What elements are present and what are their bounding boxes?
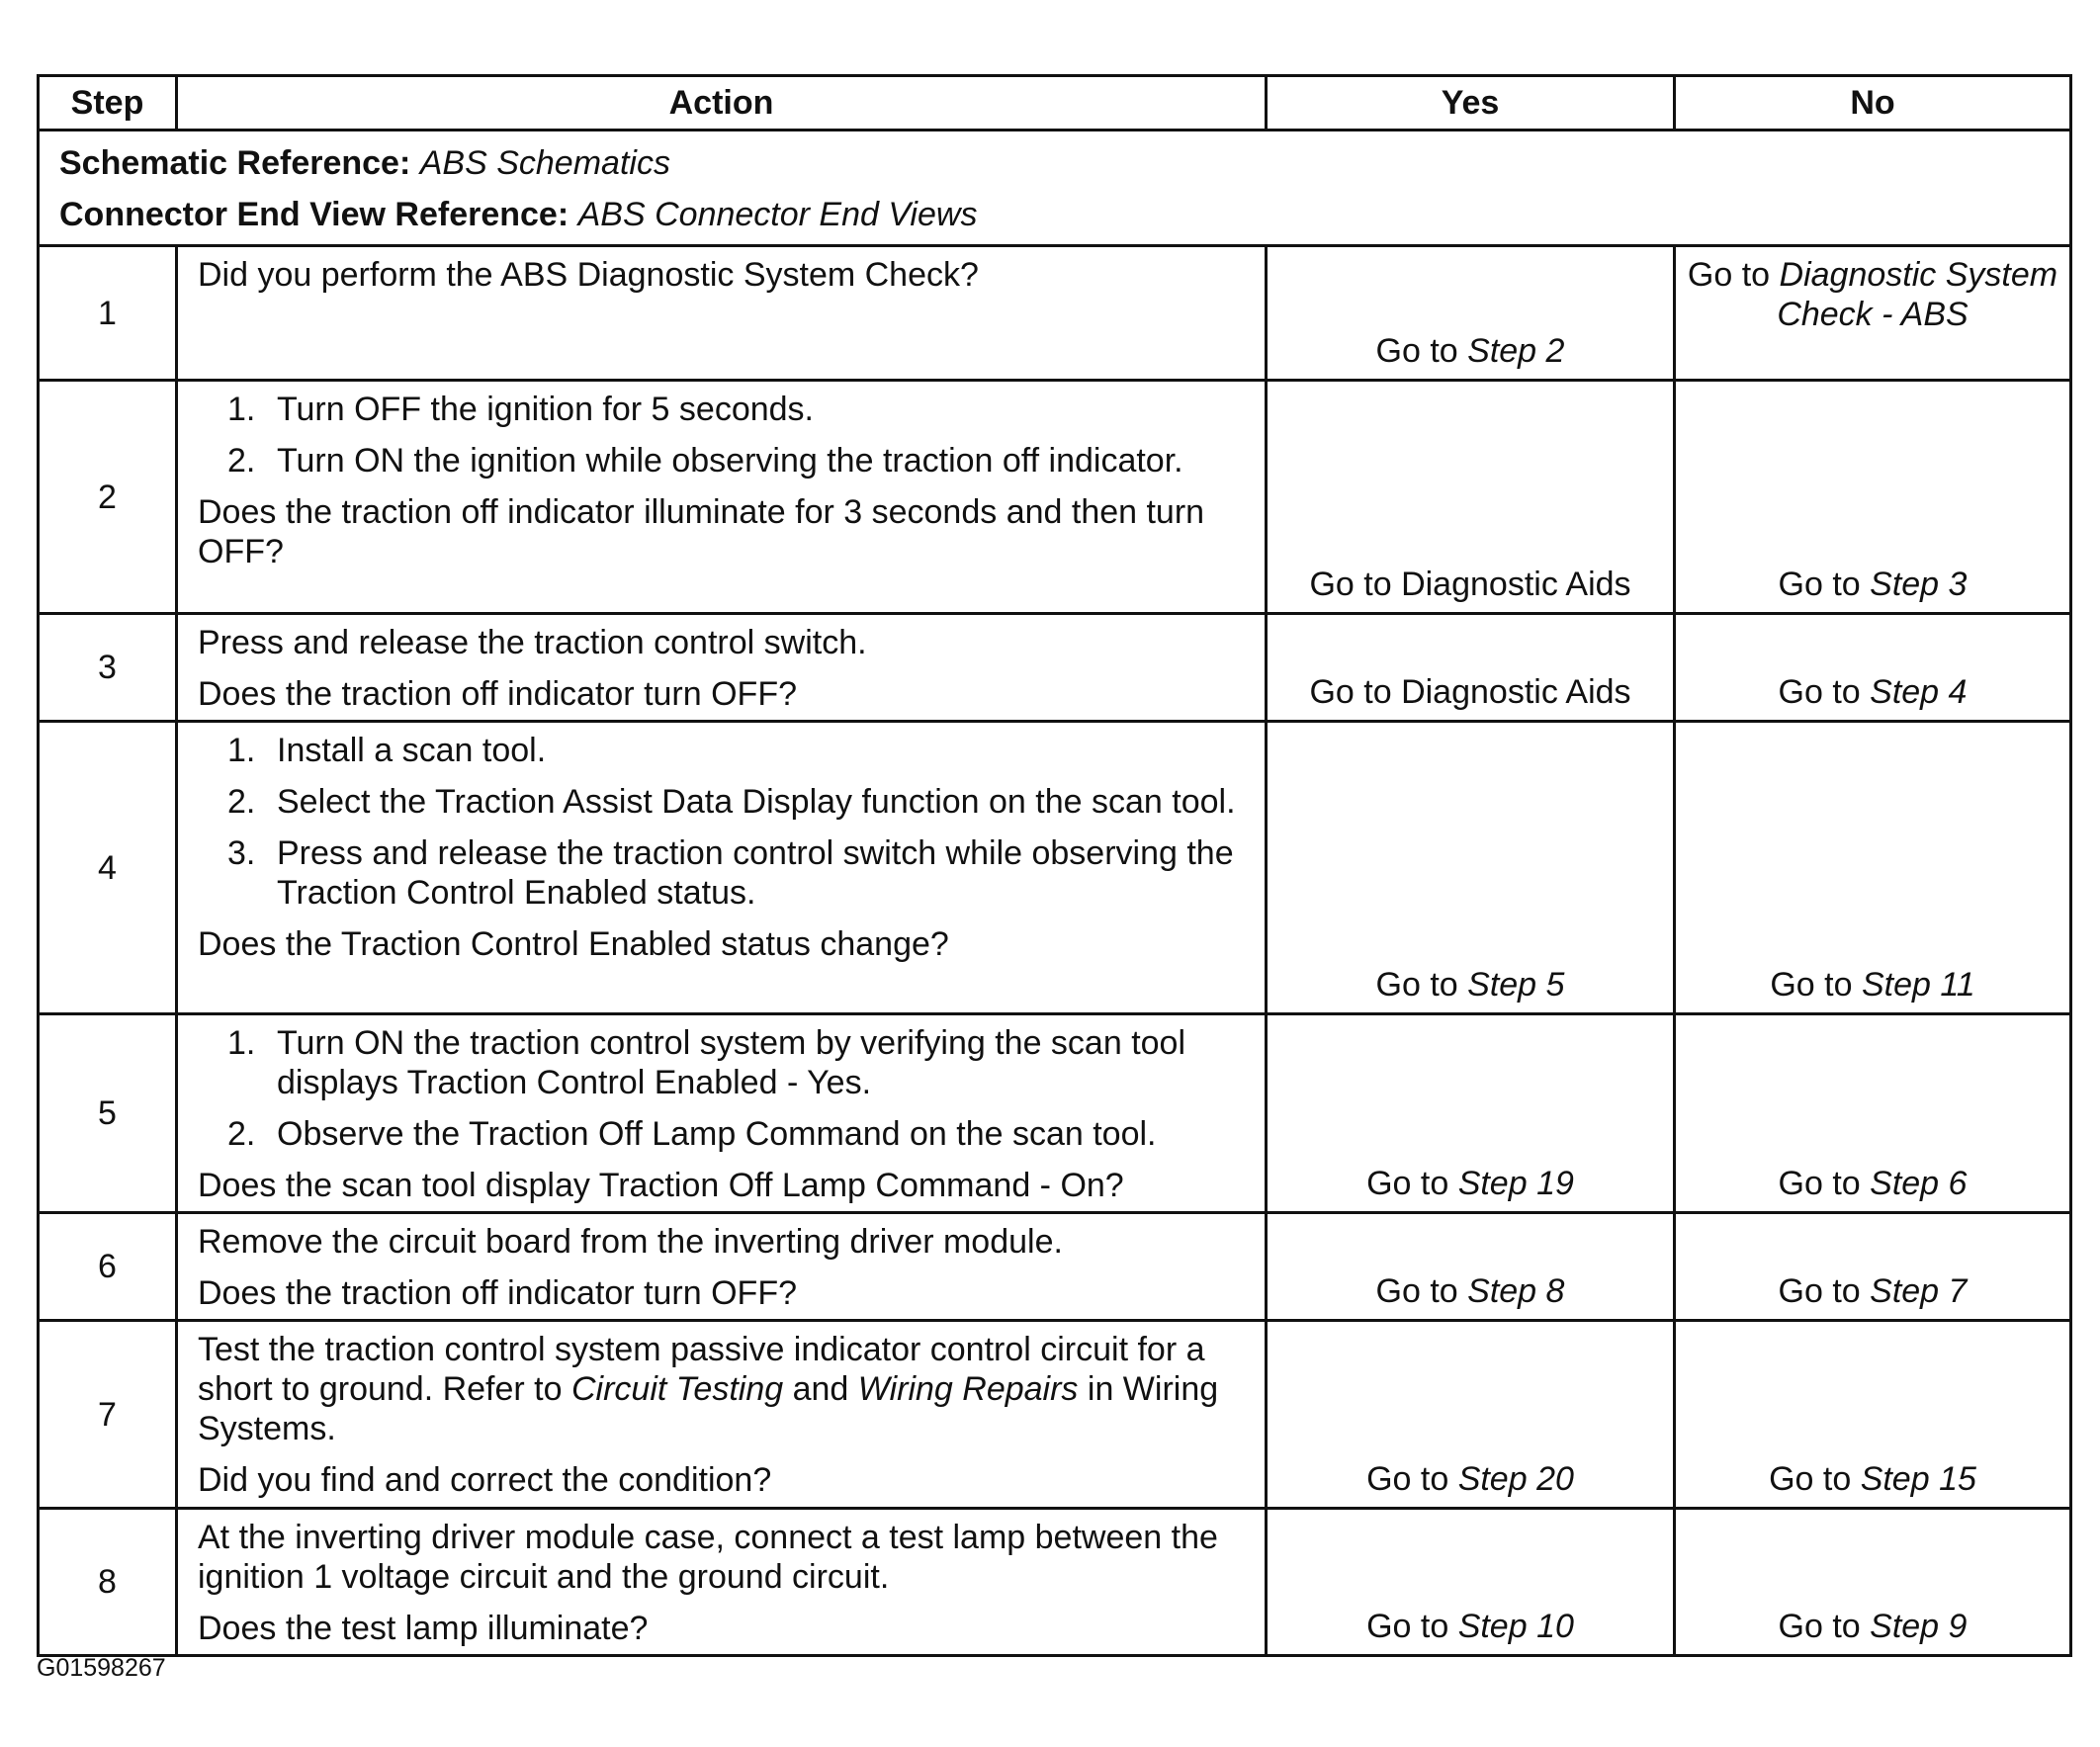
- reference-link[interactable]: Wiring Repairs: [857, 1370, 1079, 1408]
- step-row: [39, 1014, 2071, 1213]
- table-body: [39, 131, 2071, 1656]
- no-step-link[interactable]: Step 6: [1870, 1165, 1968, 1202]
- no-step-link[interactable]: Step 7: [1870, 1272, 1968, 1310]
- reference-cell: [39, 131, 2071, 246]
- yes-prefix: Go to: [1366, 1460, 1458, 1498]
- no-step-link[interactable]: Step 3: [1870, 566, 1968, 603]
- action-list-item: [198, 1114, 1249, 1154]
- connector-reference: [59, 189, 2050, 240]
- yes-prefix: Go to Diagnostic Aids: [1309, 566, 1631, 603]
- diagnostic-table: [37, 74, 2072, 1657]
- list-item-number: 2.: [227, 783, 256, 821]
- step-number: 5: [39, 1014, 177, 1213]
- action-cell: [177, 381, 1267, 614]
- action-paragraph: Press and release the traction control switch.: [198, 624, 867, 661]
- step-row: [39, 1213, 2071, 1321]
- step-number: 6: [39, 1213, 177, 1321]
- yes-cell: [1267, 1321, 1675, 1509]
- no-prefix: Go to: [1778, 673, 1871, 711]
- list-item-number: 2.: [227, 1115, 256, 1153]
- yes-step-link[interactable]: Step 2: [1467, 332, 1565, 370]
- yes-cell: [1267, 1509, 1675, 1656]
- step-row: [39, 1509, 2071, 1656]
- action-list-item: [198, 1023, 1249, 1102]
- action-text: in Wiring Systems.: [198, 1370, 1219, 1447]
- schematic-reference-value[interactable]: ABS Schematics: [419, 144, 670, 182]
- action-paragraph: Does the test lamp illuminate?: [198, 1610, 649, 1647]
- yes-cell: [1267, 722, 1675, 1014]
- list-item-text: Observe the Traction Off Lamp Command on the scan tool.: [277, 1115, 1157, 1153]
- action-paragraph: Does the scan tool display Traction Off Lamp Command - On?: [198, 1167, 1124, 1204]
- no-step-link[interactable]: Diagnostic System Check - ABS: [1777, 256, 2058, 333]
- step-number: 1: [39, 246, 177, 381]
- step-number: 3: [39, 614, 177, 722]
- image-id-caption: G01598267: [37, 1654, 166, 1682]
- step-number: 2: [39, 381, 177, 614]
- no-prefix: Go to: [1778, 1165, 1871, 1202]
- reference-row: [39, 131, 2071, 246]
- action-paragraph: Does the traction off indicator turn OFF?: [198, 675, 797, 713]
- no-cell: [1675, 1014, 2071, 1213]
- list-item-number: 1.: [227, 1024, 256, 1062]
- action-cell: [177, 1014, 1267, 1213]
- list-item-text: Install a scan tool.: [277, 732, 547, 769]
- yes-step-link[interactable]: Step 20: [1457, 1460, 1574, 1498]
- yes-prefix: Go to: [1366, 1608, 1458, 1645]
- action-paragraph: Did you perform the ABS Diagnostic System Check?: [198, 256, 979, 294]
- no-prefix: Go to: [1770, 966, 1862, 1004]
- step-row: [39, 1321, 2071, 1509]
- yes-prefix: Go to Diagnostic Aids: [1309, 673, 1631, 711]
- yes-cell: [1267, 381, 1675, 614]
- step-number: 4: [39, 722, 177, 1014]
- reference-link[interactable]: Circuit Testing: [570, 1370, 784, 1408]
- list-item-text: Turn ON the traction control system by verifying the scan tool displays Traction Control Enabled - Yes.: [277, 1024, 1186, 1101]
- no-prefix: Go to: [1778, 566, 1871, 603]
- action-text: and: [783, 1370, 858, 1408]
- no-cell: [1675, 1321, 2071, 1509]
- no-cell: [1675, 381, 2071, 614]
- yes-cell: [1267, 246, 1675, 381]
- action-paragraph: [198, 1330, 1249, 1448]
- yes-cell: [1267, 614, 1675, 722]
- action-list-item: [198, 833, 1249, 913]
- no-step-link[interactable]: Step 4: [1870, 673, 1968, 711]
- no-cell: [1675, 1509, 2071, 1656]
- no-cell: [1675, 722, 2071, 1014]
- step-row: [39, 381, 2071, 614]
- no-prefix: Go to: [1769, 1460, 1861, 1498]
- header-action: Action: [177, 76, 1267, 131]
- yes-step-link[interactable]: Step 19: [1457, 1165, 1574, 1202]
- step-number: 7: [39, 1321, 177, 1509]
- action-cell: [177, 1509, 1267, 1656]
- yes-step-link[interactable]: Step 10: [1457, 1608, 1574, 1645]
- list-item-text: Select the Traction Assist Data Display function on the scan tool.: [277, 783, 1236, 821]
- header-row: [39, 76, 2071, 131]
- connector-reference-label: Connector End View Reference:: [59, 196, 569, 233]
- action-paragraph: Does the traction off indicator turn OFF?: [198, 1274, 797, 1312]
- action-list-item: [198, 390, 1249, 429]
- no-step-link[interactable]: Step 9: [1870, 1608, 1968, 1645]
- list-item-text: Turn ON the ignition while observing the traction off indicator.: [277, 442, 1183, 480]
- action-cell: [177, 614, 1267, 722]
- list-item-number: 3.: [227, 834, 256, 872]
- action-paragraph: Did you find and correct the condition?: [198, 1461, 772, 1499]
- yes-prefix: Go to: [1375, 332, 1468, 370]
- list-item-number: 1.: [227, 732, 256, 769]
- schematic-reference-label: Schematic Reference:: [59, 144, 411, 182]
- no-cell: [1675, 614, 2071, 722]
- yes-prefix: Go to: [1366, 1165, 1458, 1202]
- yes-step-link[interactable]: Step 5: [1467, 966, 1565, 1004]
- action-list-item: [198, 441, 1249, 480]
- action-cell: [177, 722, 1267, 1014]
- connector-reference-value[interactable]: ABS Connector End Views: [577, 196, 978, 233]
- list-item-number: 1.: [227, 391, 256, 428]
- header-no: No: [1675, 76, 2071, 131]
- no-step-link[interactable]: Step 11: [1861, 966, 1975, 1004]
- header-step: Step: [39, 76, 177, 131]
- action-cell: [177, 246, 1267, 381]
- step-row: [39, 614, 2071, 722]
- action-list-item: [198, 782, 1249, 822]
- list-item-number: 2.: [227, 442, 256, 480]
- yes-step-link[interactable]: Step 8: [1467, 1272, 1565, 1310]
- schematic-reference: [59, 137, 2050, 189]
- no-cell: [1675, 1213, 2071, 1321]
- yes-prefix: Go to: [1375, 966, 1468, 1004]
- action-text: Test the traction control system passive indicator control circuit for a short to ground. Refer to: [198, 1331, 1205, 1408]
- yes-prefix: Go to: [1375, 1272, 1468, 1310]
- yes-cell: [1267, 1014, 1675, 1213]
- action-paragraph: At the inverting driver module case, connect a test lamp between the ignition 1 voltage circuit and the ground circuit.: [198, 1519, 1218, 1596]
- action-list: [198, 1023, 1249, 1154]
- no-step-link[interactable]: Step 15: [1860, 1460, 1976, 1498]
- no-prefix: Go to: [1778, 1272, 1871, 1310]
- step-row: [39, 722, 2071, 1014]
- action-list: [198, 390, 1249, 480]
- action-cell: [177, 1321, 1267, 1509]
- no-cell: [1675, 246, 2071, 381]
- action-paragraph: Does the traction off indicator illuminate for 3 seconds and then turn OFF?: [198, 493, 1205, 570]
- list-item-text: Turn OFF the ignition for 5 seconds.: [277, 391, 814, 428]
- step-number: 8: [39, 1509, 177, 1656]
- action-list-item: [198, 731, 1249, 770]
- action-list: [198, 731, 1249, 913]
- step-row: [39, 246, 2071, 381]
- action-paragraph: Does the Traction Control Enabled status change?: [198, 925, 949, 963]
- header-yes: Yes: [1267, 76, 1675, 131]
- action-cell: [177, 1213, 1267, 1321]
- yes-cell: [1267, 1213, 1675, 1321]
- no-prefix: Go to: [1778, 1608, 1871, 1645]
- no-prefix: Go to: [1687, 256, 1780, 294]
- action-paragraph: Remove the circuit board from the inverting driver module.: [198, 1223, 1063, 1261]
- list-item-text: Press and release the traction control switch while observing the Traction Control Enabled status.: [277, 834, 1234, 912]
